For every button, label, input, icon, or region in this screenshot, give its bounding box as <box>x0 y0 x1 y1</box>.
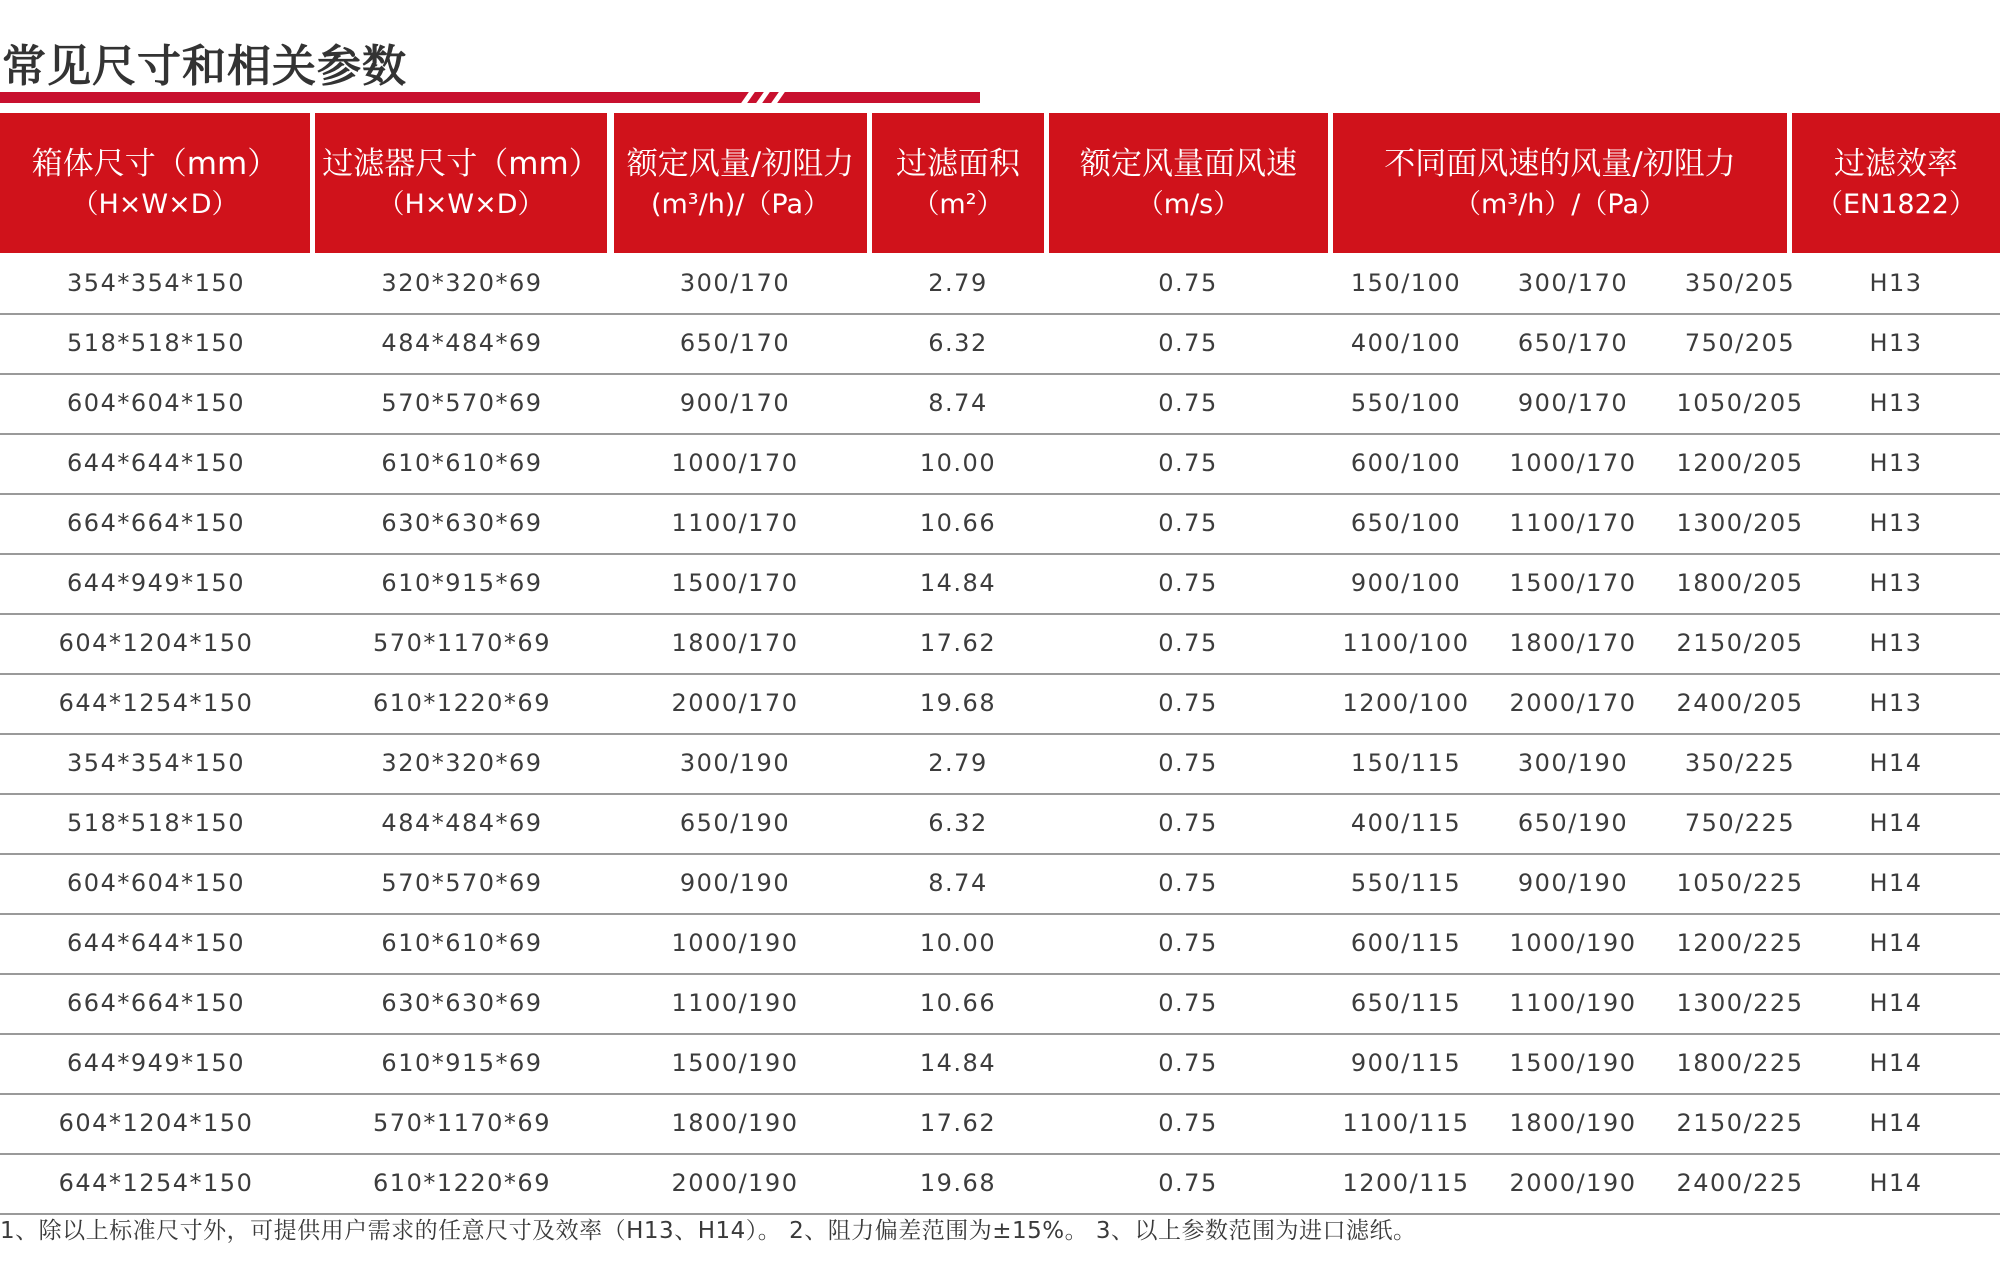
table-cell: 750/205 <box>1684 329 1796 357</box>
table-cell: H14 <box>1869 1169 1923 1197</box>
table-cell: 14.84 <box>919 569 997 597</box>
table-row <box>0 914 2000 975</box>
table-cell: 0.75 <box>1158 929 1218 957</box>
table-cell: 1800/225 <box>1676 1049 1804 1077</box>
table-cell: 2.79 <box>928 749 988 777</box>
table-cell: 150/115 <box>1350 749 1462 777</box>
header-filter-size <box>315 113 607 253</box>
table-cell: 610*915*69 <box>381 569 543 597</box>
table-cell: 1800/170 <box>671 629 799 657</box>
table-cell: 0.75 <box>1158 449 1218 477</box>
table-row <box>0 974 2000 1035</box>
table-cell: 0.75 <box>1158 809 1218 837</box>
table-cell: 600/115 <box>1350 929 1462 957</box>
table-row <box>0 494 2000 555</box>
table-cell: 570*1170*69 <box>373 629 551 657</box>
table-cell: H13 <box>1869 269 1923 297</box>
header-unit: （H×W×D） <box>71 189 239 220</box>
header-label: 过滤面积 <box>896 146 1020 182</box>
page-title: 常见尺寸和相关参数 <box>2 41 407 92</box>
table-cell: 1800/190 <box>671 1109 799 1137</box>
table-cell: 644*1254*150 <box>58 689 254 717</box>
title-underline <box>0 92 980 103</box>
table-cell: 8.74 <box>928 869 988 897</box>
table-cell: 650/190 <box>679 809 791 837</box>
header-label: 过滤效率 <box>1834 146 1958 182</box>
table-cell: 350/225 <box>1684 749 1796 777</box>
table-cell: 6.32 <box>928 809 988 837</box>
table-cell: 518*518*150 <box>67 809 245 837</box>
table-cell: H13 <box>1869 629 1923 657</box>
table-cell: H13 <box>1869 389 1923 417</box>
table-cell: 900/170 <box>1517 389 1629 417</box>
table-cell: H13 <box>1869 569 1923 597</box>
table-cell: 1000/190 <box>1509 929 1637 957</box>
header-unit: （H×W×D） <box>377 189 545 220</box>
table-cell: 518*518*150 <box>67 329 245 357</box>
table-cell: H14 <box>1869 749 1923 777</box>
table-cell: H14 <box>1869 929 1923 957</box>
table-cell: 630*630*69 <box>381 989 543 1017</box>
header-efficiency <box>1792 113 2000 253</box>
table-cell: 664*664*150 <box>67 989 245 1017</box>
table-cell: 630*630*69 <box>381 509 543 537</box>
table-cell: 1300/205 <box>1676 509 1804 537</box>
table-row <box>0 374 2000 435</box>
table-cell: H14 <box>1869 1109 1923 1137</box>
table-cell: 604*604*150 <box>67 869 245 897</box>
header-velocity-airflow <box>1333 113 1787 253</box>
table-cell: 484*484*69 <box>381 809 543 837</box>
table-cell: 17.62 <box>919 1109 997 1137</box>
table-cell: 644*949*150 <box>67 569 245 597</box>
table-cell: 650/100 <box>1350 509 1462 537</box>
table-cell: 550/100 <box>1350 389 1462 417</box>
table-row <box>0 254 2000 315</box>
table-cell: 1500/170 <box>1509 569 1637 597</box>
table-cell: 650/115 <box>1350 989 1462 1017</box>
table-cell: 900/100 <box>1350 569 1462 597</box>
table-cell: 650/190 <box>1517 809 1629 837</box>
table-row <box>0 794 2000 855</box>
table-cell: 484*484*69 <box>381 329 543 357</box>
table-row <box>0 1154 2000 1215</box>
table-cell: 0.75 <box>1158 569 1218 597</box>
table-cell: 300/190 <box>679 749 791 777</box>
table-cell: 0.75 <box>1158 869 1218 897</box>
table-cell: 1100/190 <box>1509 989 1637 1017</box>
table-cell: 320*320*69 <box>381 269 543 297</box>
table-cell: 1500/190 <box>671 1049 799 1077</box>
table-cell: 1300/225 <box>1676 989 1804 1017</box>
table-row <box>0 314 2000 375</box>
header-label: 过滤器尺寸（mm） <box>322 146 600 182</box>
table-cell: 1200/225 <box>1676 929 1804 957</box>
table-cell: 1800/205 <box>1676 569 1804 597</box>
table-cell: 14.84 <box>919 1049 997 1077</box>
table-cell: 1100/170 <box>671 509 799 537</box>
footnote: 1、除以上标准尺寸外，可提供用户需求的任意尺寸及效率（H13、H14）。 2、阻力偏差范围为±15%。 3、以上参数范围为进口滤纸。 <box>0 1218 1417 1244</box>
table-cell: 0.75 <box>1158 1109 1218 1137</box>
table-cell: 2400/225 <box>1676 1169 1804 1197</box>
table-cell: 320*320*69 <box>381 749 543 777</box>
table-cell: 2000/170 <box>671 689 799 717</box>
table-cell: 610*1220*69 <box>373 689 551 717</box>
table-cell: 1050/205 <box>1676 389 1804 417</box>
table-cell: 900/170 <box>679 389 791 417</box>
table-cell: 644*644*150 <box>67 929 245 957</box>
table-row <box>0 554 2000 615</box>
header-unit: （m²） <box>912 189 1004 220</box>
table-cell: 1200/115 <box>1342 1169 1470 1197</box>
table-row <box>0 1034 2000 1095</box>
table-cell: 2150/205 <box>1676 629 1804 657</box>
table-cell: 900/115 <box>1350 1049 1462 1077</box>
table-cell: 0.75 <box>1158 509 1218 537</box>
table-cell: 600/100 <box>1350 449 1462 477</box>
header-label: 不同面风速的风量/初阻力 <box>1384 146 1736 182</box>
table-cell: H13 <box>1869 689 1923 717</box>
table-cell: 1100/100 <box>1342 629 1470 657</box>
table-cell: H13 <box>1869 509 1923 537</box>
table-cell: 2000/190 <box>1509 1169 1637 1197</box>
table-cell: 750/225 <box>1684 809 1796 837</box>
table-cell: 354*354*150 <box>67 269 245 297</box>
table-cell: 2400/205 <box>1676 689 1804 717</box>
table-cell: 1000/190 <box>671 929 799 957</box>
header-unit: (m³/h)/（Pa） <box>650 189 831 220</box>
table-cell: 10.00 <box>919 929 997 957</box>
table-cell: 10.66 <box>919 509 997 537</box>
table-cell: 1500/190 <box>1509 1049 1637 1077</box>
table-cell: 0.75 <box>1158 749 1218 777</box>
table-cell: 2150/225 <box>1676 1109 1804 1137</box>
table-cell: 570*570*69 <box>381 869 543 897</box>
table-cell: 550/115 <box>1350 869 1462 897</box>
table-cell: 604*1204*150 <box>58 1109 254 1137</box>
header-unit: （m/s） <box>1136 189 1241 220</box>
table-cell: 0.75 <box>1158 1169 1218 1197</box>
table-cell: 604*604*150 <box>67 389 245 417</box>
table-cell: 0.75 <box>1158 1049 1218 1077</box>
table-cell: 1100/115 <box>1342 1109 1470 1137</box>
header-box-size <box>0 113 310 253</box>
table-row <box>0 734 2000 795</box>
table-cell: 354*354*150 <box>67 749 245 777</box>
table-cell: H14 <box>1869 869 1923 897</box>
table-cell: 650/170 <box>1517 329 1629 357</box>
table-cell: 300/190 <box>1517 749 1629 777</box>
table-cell: H14 <box>1869 989 1923 1017</box>
table-row <box>0 1094 2000 1155</box>
table-cell: 19.68 <box>919 1169 997 1197</box>
table-cell: 610*1220*69 <box>373 1169 551 1197</box>
table-cell: 0.75 <box>1158 629 1218 657</box>
table-cell: 644*1254*150 <box>58 1169 254 1197</box>
table-cell: 1100/190 <box>671 989 799 1017</box>
table-cell: 400/115 <box>1350 809 1462 837</box>
table-cell: 0.75 <box>1158 329 1218 357</box>
header-unit: （m³/h）/（Pa） <box>1453 189 1667 220</box>
table-cell: 19.68 <box>919 689 997 717</box>
table-cell: 6.32 <box>928 329 988 357</box>
header-unit: （EN1822） <box>1816 189 1976 220</box>
table-cell: 17.62 <box>919 629 997 657</box>
table-cell: 1500/170 <box>671 569 799 597</box>
table-cell: 644*949*150 <box>67 1049 245 1077</box>
table-cell: 610*610*69 <box>381 449 543 477</box>
table-cell: 300/170 <box>679 269 791 297</box>
table-cell: 8.74 <box>928 389 988 417</box>
table-cell: 664*664*150 <box>67 509 245 537</box>
table-cell: 604*1204*150 <box>58 629 254 657</box>
table-cell: 150/100 <box>1350 269 1462 297</box>
table-cell: 0.75 <box>1158 989 1218 1017</box>
table-cell: 644*644*150 <box>67 449 245 477</box>
table-cell: 2000/170 <box>1509 689 1637 717</box>
table-row <box>0 854 2000 915</box>
table-row <box>0 674 2000 735</box>
table-cell: 300/170 <box>1517 269 1629 297</box>
table-cell: 900/190 <box>1517 869 1629 897</box>
table-cell: 1200/100 <box>1342 689 1470 717</box>
header-label: 额定风量面风速 <box>1080 146 1297 182</box>
table-row <box>0 434 2000 495</box>
table-cell: 610*915*69 <box>381 1049 543 1077</box>
table-cell: 350/205 <box>1684 269 1796 297</box>
table-cell: 1100/170 <box>1509 509 1637 537</box>
table-cell: 1000/170 <box>1509 449 1637 477</box>
table-cell: 10.66 <box>919 989 997 1017</box>
header-label: 额定风量/初阻力 <box>626 146 855 182</box>
table-cell: 400/100 <box>1350 329 1462 357</box>
table-cell: 0.75 <box>1158 389 1218 417</box>
table-cell: 650/170 <box>679 329 791 357</box>
table-cell: 2.79 <box>928 269 988 297</box>
header-rated-airflow <box>614 113 867 253</box>
table-cell: H13 <box>1869 449 1923 477</box>
table-cell: 570*1170*69 <box>373 1109 551 1137</box>
table-cell: 900/190 <box>679 869 791 897</box>
table-cell: 1000/170 <box>671 449 799 477</box>
header-label: 箱体尺寸（mm） <box>31 146 279 182</box>
table-cell: 1800/190 <box>1509 1109 1637 1137</box>
table-cell: 610*610*69 <box>381 929 543 957</box>
header-filter-area <box>872 113 1044 253</box>
table-cell: 570*570*69 <box>381 389 543 417</box>
table-cell: H14 <box>1869 809 1923 837</box>
table-cell: 1050/225 <box>1676 869 1804 897</box>
table-row <box>0 614 2000 675</box>
table-cell: 10.00 <box>919 449 997 477</box>
table-cell: 2000/190 <box>671 1169 799 1197</box>
table-cell: 0.75 <box>1158 689 1218 717</box>
table-cell: 0.75 <box>1158 269 1218 297</box>
header-face-velocity <box>1049 113 1328 253</box>
table-cell: H14 <box>1869 1049 1923 1077</box>
table-cell: 1200/205 <box>1676 449 1804 477</box>
table-cell: H13 <box>1869 329 1923 357</box>
table-cell: 1800/170 <box>1509 629 1637 657</box>
